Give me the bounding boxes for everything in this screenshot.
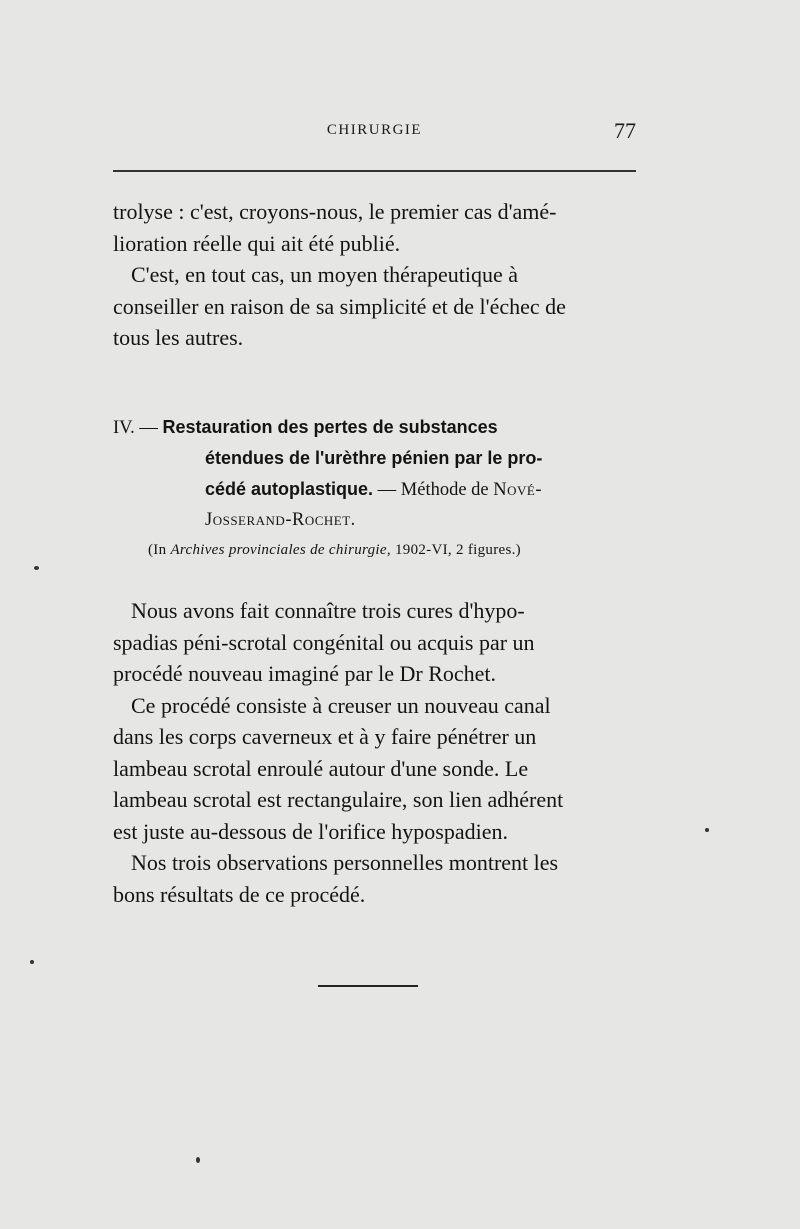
paragraph-4-line-5: est juste au-dessous de l'orifice hypospadien. <box>113 818 508 844</box>
opening-paragraphs <box>113 196 636 354</box>
citation-journal: Archives provinciales de chirurgie, <box>170 542 391 558</box>
citation <box>148 537 618 563</box>
ink-speck <box>30 960 34 964</box>
paragraph-1 <box>113 196 636 259</box>
running-head <box>113 118 636 148</box>
section-number: IV. — <box>113 418 158 438</box>
paragraph-2-line-1: C'est, en tout cas, un moyen thérapeutique à <box>131 262 519 287</box>
paragraph-5-line-1: Nos trois observations personnelles montrent les <box>131 850 559 875</box>
paragraph-3 <box>113 595 636 690</box>
paragraph-4-line-2: dans les corps caverneux et à y faire pénétrer un <box>113 724 537 749</box>
paragraph-3-line-2: spadias péni-scrotal congénital ou acquis par un <box>113 629 535 655</box>
paragraph-4 <box>113 690 636 848</box>
paragraph-3-line-3: procédé nouveau imaginé par le Dr Rochet. <box>113 661 497 686</box>
header-rule <box>113 170 636 172</box>
method-author-1: Nové- <box>493 480 543 500</box>
ink-speck <box>196 1157 200 1163</box>
section-dash: — <box>377 480 397 500</box>
section-heading-line-4 <box>113 505 636 535</box>
ink-speck <box>34 566 39 570</box>
section-heading-line-1 <box>113 412 636 443</box>
citation-details: 1902-VI, 2 figures.) <box>394 542 521 558</box>
section-heading <box>113 412 636 535</box>
method-prefix: Méthode de <box>400 480 489 500</box>
page-number: 77 <box>614 118 636 143</box>
paragraph-5 <box>113 847 636 910</box>
ink-speck <box>705 828 709 832</box>
paragraph-5-line-2: bons résultats de ce procédé. <box>113 881 366 907</box>
section-heading-line-3 <box>113 474 636 505</box>
citation-open: (In <box>148 542 167 558</box>
running-title: CHIRURGIE <box>326 122 423 138</box>
paragraph-2 <box>113 259 636 354</box>
closing-rule <box>318 985 418 987</box>
paragraph-4-line-4: lambeau scrotal est rectangulaire, son lien adhérent <box>113 787 564 812</box>
section-title-line-1: Restauration des pertes de substances <box>162 417 498 437</box>
paragraph-2-line-3: tous les autres. <box>113 325 244 350</box>
paragraph-4-line-1: Ce procédé consiste à creuser un nouveau canal <box>131 692 551 718</box>
paragraph-1-line-1: trolyse : c'est, croyons-nous, le premier cas d'amé- <box>113 199 557 224</box>
paragraph-3-line-1: Nous avons fait connaître trois cures d'hypo- <box>131 598 525 623</box>
paragraph-4-line-3: lambeau scrotal enroulé autour d'une sonde. Le <box>113 755 529 781</box>
main-paragraphs <box>113 595 636 910</box>
section-title-line-2: étendues de l'urèthre pénien par le pro- <box>205 448 543 468</box>
section-heading-line-2 <box>113 443 636 474</box>
section-title-line-3: cédé autoplastique. <box>205 479 374 499</box>
paragraph-2-line-2: conseiller en raison de sa simplicité et de l'échec de <box>113 293 566 319</box>
method-author-2: Josserand-Rochet. <box>205 510 356 530</box>
paragraph-1-line-2: lioration réelle qui ait été publié. <box>113 230 401 256</box>
